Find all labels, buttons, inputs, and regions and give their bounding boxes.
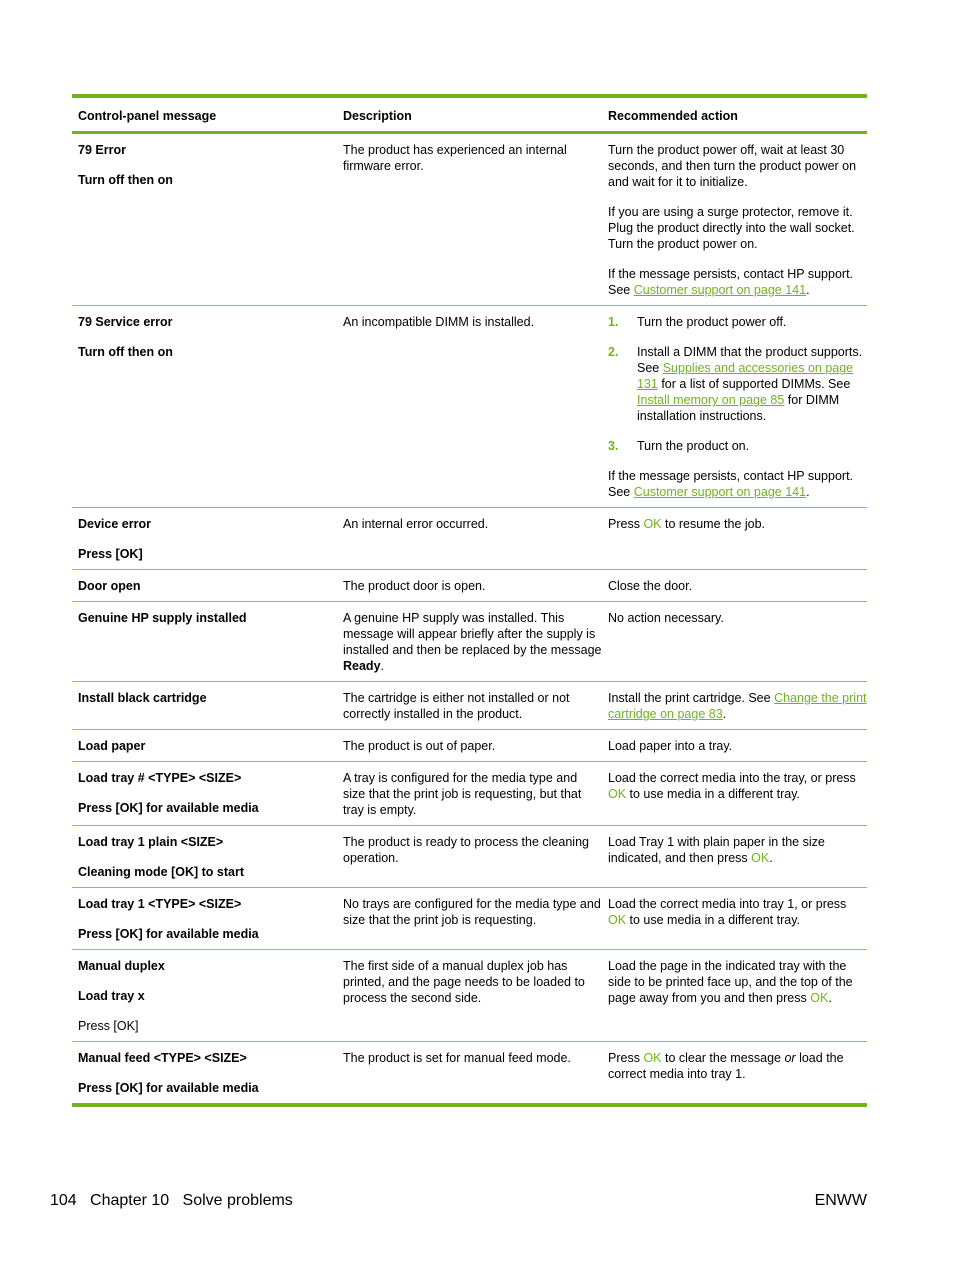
description-text: The product door is open. bbox=[343, 579, 486, 593]
message-text: Turn off then on bbox=[78, 173, 173, 187]
step-number: 3. bbox=[608, 439, 619, 453]
ok-key-label: OK bbox=[643, 1051, 662, 1065]
message-text: 79 Error bbox=[78, 143, 126, 157]
customer-support-link[interactable]: Customer support on page 141 bbox=[633, 485, 807, 499]
description-text: No trays are configured for the media type and size that the print job is requesting. bbox=[343, 897, 601, 927]
action-text: Load the page in the indicated tray with the side to be printed face up, and the top of the page away from you and then press OK. bbox=[608, 959, 853, 1005]
action-text: Load paper into a tray. bbox=[608, 739, 733, 753]
message-text: Load tray x bbox=[78, 989, 145, 1003]
message-text: Load tray 1 plain <SIZE> bbox=[78, 835, 224, 849]
description-text: The product has experienced an internal firmware error. bbox=[343, 143, 567, 173]
step-text: Turn the product power off. bbox=[637, 315, 787, 329]
table-bottom-rule bbox=[72, 1103, 867, 1107]
header-recommended-action: Recommended action bbox=[608, 109, 738, 123]
ok-key-label: OK bbox=[751, 851, 770, 865]
message-text: Manual feed <TYPE> <SIZE> bbox=[78, 1051, 247, 1065]
table-row bbox=[72, 602, 867, 682]
ok-key-label: OK bbox=[608, 913, 627, 927]
ok-key-label: OK bbox=[608, 787, 627, 801]
action-text: Install the print cartridge. See Change the print cartridge on page 83. bbox=[608, 691, 867, 721]
table-row bbox=[72, 134, 867, 306]
table-row bbox=[72, 570, 867, 602]
header-control-panel-message: Control-panel message bbox=[78, 109, 217, 123]
table-row bbox=[72, 826, 867, 888]
message-text: Install black cartridge bbox=[78, 691, 207, 705]
install-memory-link[interactable]: Install memory on page 85 bbox=[637, 393, 785, 407]
description-text: A tray is configured for the media type and size that the print job is requesting, but that tray is empty. bbox=[343, 771, 582, 817]
message-text: Press [OK] bbox=[78, 547, 143, 561]
message-text: Manual duplex bbox=[78, 959, 165, 973]
action-text: Load Tray 1 with plain paper in the size indicated, and then press OK. bbox=[608, 835, 825, 865]
header-description: Description bbox=[343, 109, 412, 123]
table-row bbox=[72, 762, 867, 826]
step-item bbox=[608, 438, 867, 454]
action-text: Press OK to clear the message or load the correct media into tray 1. bbox=[608, 1051, 844, 1081]
table-row bbox=[72, 730, 867, 762]
message-text: Press [OK] bbox=[78, 1019, 139, 1033]
description-text: An internal error occurred. bbox=[343, 517, 489, 531]
description-text: The cartridge is either not installed or not correctly installed in the product. bbox=[343, 691, 570, 721]
action-text: Load the correct media into tray 1, or press OK to use media in a different tray. bbox=[608, 897, 847, 927]
description-text: The first side of a manual duplex job has printed, and the page needs to be loaded to process the second side. bbox=[343, 959, 585, 1005]
message-text: Press [OK] for available media bbox=[78, 801, 259, 815]
message-text: Load paper bbox=[78, 739, 146, 753]
message-text: Press [OK] for available media bbox=[78, 1081, 259, 1095]
step-number: 1. bbox=[608, 315, 619, 329]
page-footer-chapter: 104 Chapter 10 Solve problems bbox=[50, 1192, 293, 1209]
action-text: Turn the product power off, wait at least 30 seconds, and then turn the product power on and wait for it to initialize. bbox=[608, 143, 857, 189]
action-text: If the message persists, contact HP support. See Customer support on page 141. bbox=[608, 469, 854, 499]
action-text: Close the door. bbox=[608, 579, 693, 593]
change-cartridge-link[interactable]: Change the print cartridge on page 83 bbox=[608, 691, 867, 721]
message-text: Genuine HP supply installed bbox=[78, 611, 247, 625]
step-text: Turn the product on. bbox=[637, 439, 750, 453]
description-text: The product is set for manual feed mode. bbox=[343, 1051, 571, 1065]
table-row bbox=[72, 682, 867, 730]
message-text: Press [OK] for available media bbox=[78, 927, 259, 941]
message-text: Load tray # <TYPE> <SIZE> bbox=[78, 771, 242, 785]
step-item bbox=[608, 314, 867, 330]
step-item bbox=[608, 344, 867, 424]
table-row bbox=[72, 888, 867, 950]
action-text: Press OK to resume the job. bbox=[608, 517, 766, 531]
action-text: If you are using a surge protector, remove it. Plug the product directly into the wall socket. Turn the product power on. bbox=[608, 205, 855, 251]
description-text: A genuine HP supply was installed. This message will appear briefly after the supply is installed and then be replaced by the message Ready. bbox=[343, 611, 602, 673]
step-number: 2. bbox=[608, 345, 619, 359]
customer-support-link[interactable]: Customer support on page 141 bbox=[633, 283, 807, 297]
table-row bbox=[72, 1042, 867, 1103]
table-header bbox=[72, 98, 867, 131]
step-text: Install a DIMM that the product supports. See Supplies and accessories on page 131 for a list of supported DIMMs. See Install memory on page 85 for DIMM installation instructions. bbox=[637, 345, 863, 423]
message-text: Turn off then on bbox=[78, 345, 173, 359]
message-text: Cleaning mode [OK] to start bbox=[78, 865, 244, 879]
ok-key-label: OK bbox=[810, 991, 829, 1005]
action-text: If the message persists, contact HP support. See Customer support on page 141. bbox=[608, 267, 854, 297]
action-text: Load the correct media into the tray, or press OK to use media in a different tray. bbox=[608, 771, 856, 801]
message-text: Door open bbox=[78, 579, 141, 593]
description-text: The product is out of paper. bbox=[343, 739, 496, 753]
description-text: An incompatible DIMM is installed. bbox=[343, 315, 535, 329]
table-row bbox=[72, 508, 867, 570]
ok-key-label: OK bbox=[643, 517, 662, 531]
action-text: No action necessary. bbox=[608, 611, 724, 625]
description-text: The product is ready to process the cleaning operation. bbox=[343, 835, 589, 865]
table-row bbox=[72, 950, 867, 1042]
message-text: Device error bbox=[78, 517, 151, 531]
supplies-accessories-link[interactable]: Supplies and accessories on page 131 bbox=[637, 361, 854, 391]
error-message-table bbox=[72, 94, 867, 1107]
message-text: Load tray 1 <TYPE> <SIZE> bbox=[78, 897, 242, 911]
table-row bbox=[72, 306, 867, 508]
page-footer-locale: ENWW bbox=[814, 1192, 867, 1209]
message-text: 79 Service error bbox=[78, 315, 173, 329]
